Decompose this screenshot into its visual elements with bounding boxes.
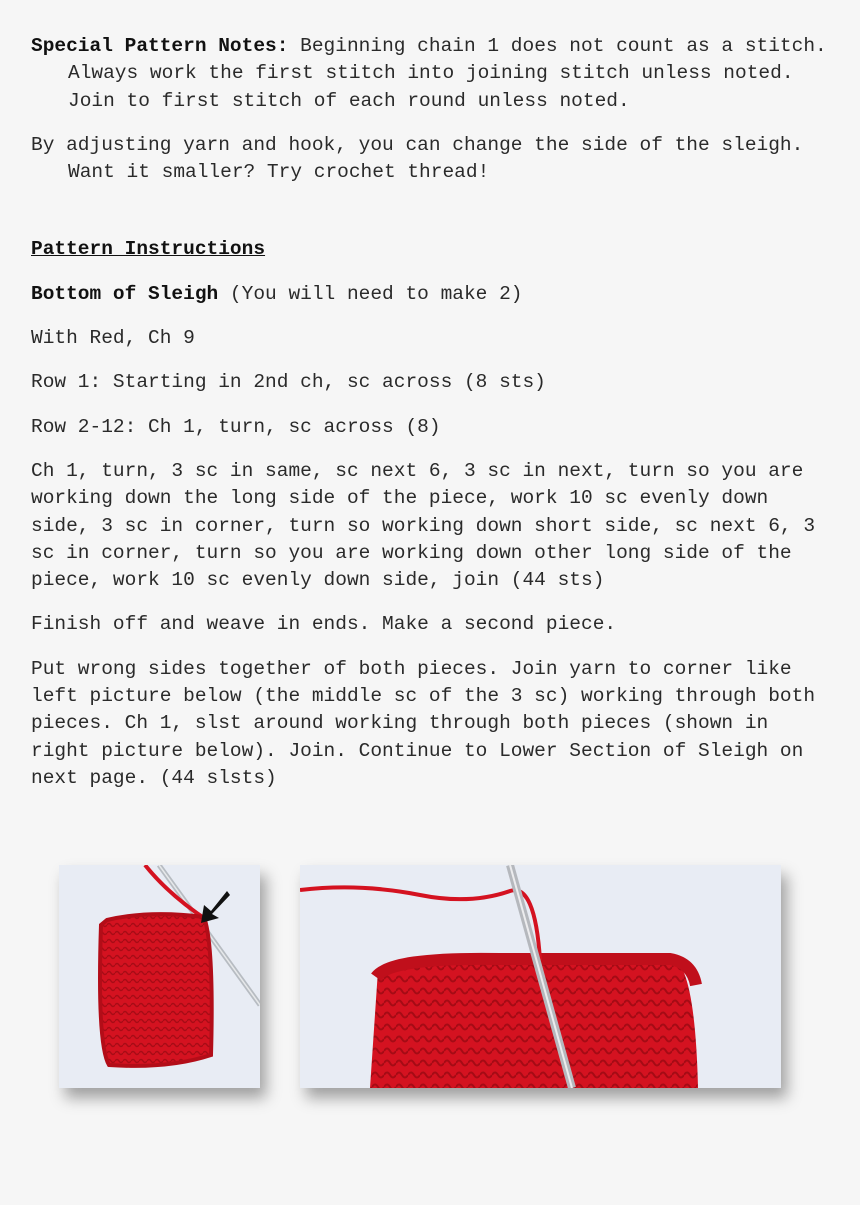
photos-row bbox=[59, 865, 781, 1088]
step-4: Ch 1, turn, 3 sc in same, sc next 6, 3 sc in next, turn so you are working down the long side of the piece, work 10 sc evenly down side, 3 sc in corner, turn so working down short side, sc next 6, 3 sc in corner, turn so you are working down other long side of the piece, work 10 sc evenly down side, join (44 sts) bbox=[31, 459, 816, 592]
special-notes-text: Beginning chain 1 does not count as a stitch. Always work the first stitch into joining stitch unless noted. Join to first stitch of each round unless noted. bbox=[68, 35, 827, 112]
step-1: With Red, Ch 9 bbox=[31, 327, 195, 350]
special-notes bbox=[31, 33, 831, 115]
adjust-note: By adjusting yarn and hook, you can change the side of the sleigh. Want it smaller? Try crochet thread! bbox=[31, 133, 804, 184]
left-photo bbox=[59, 865, 260, 1088]
instructions-heading: Pattern Instructions bbox=[31, 238, 266, 261]
bottom-note: (You will need to make 2) bbox=[218, 282, 523, 305]
step-5: Finish off and weave in ends. Make a second piece. bbox=[31, 613, 617, 636]
right-photo bbox=[300, 865, 781, 1088]
step-2: Row 1: Starting in 2nd ch, sc across (8 sts) bbox=[31, 371, 546, 394]
special-notes-label: Special Pattern Notes: bbox=[31, 35, 289, 57]
pattern-page bbox=[31, 33, 831, 809]
bottom-section-title bbox=[31, 281, 831, 308]
step-3: Row 2-12: Ch 1, turn, sc across (8) bbox=[31, 415, 441, 438]
step-6: Put wrong sides together of both pieces. Join yarn to corner like left picture below (the middle sc of the 3 sc) working through both pieces. Ch 1, slst around working through both pieces (shown in right picture below). Join. Continue to Lower Section of Sleigh on next page. (44 slsts) bbox=[31, 657, 816, 789]
bottom-title: Bottom of Sleigh bbox=[31, 282, 219, 305]
